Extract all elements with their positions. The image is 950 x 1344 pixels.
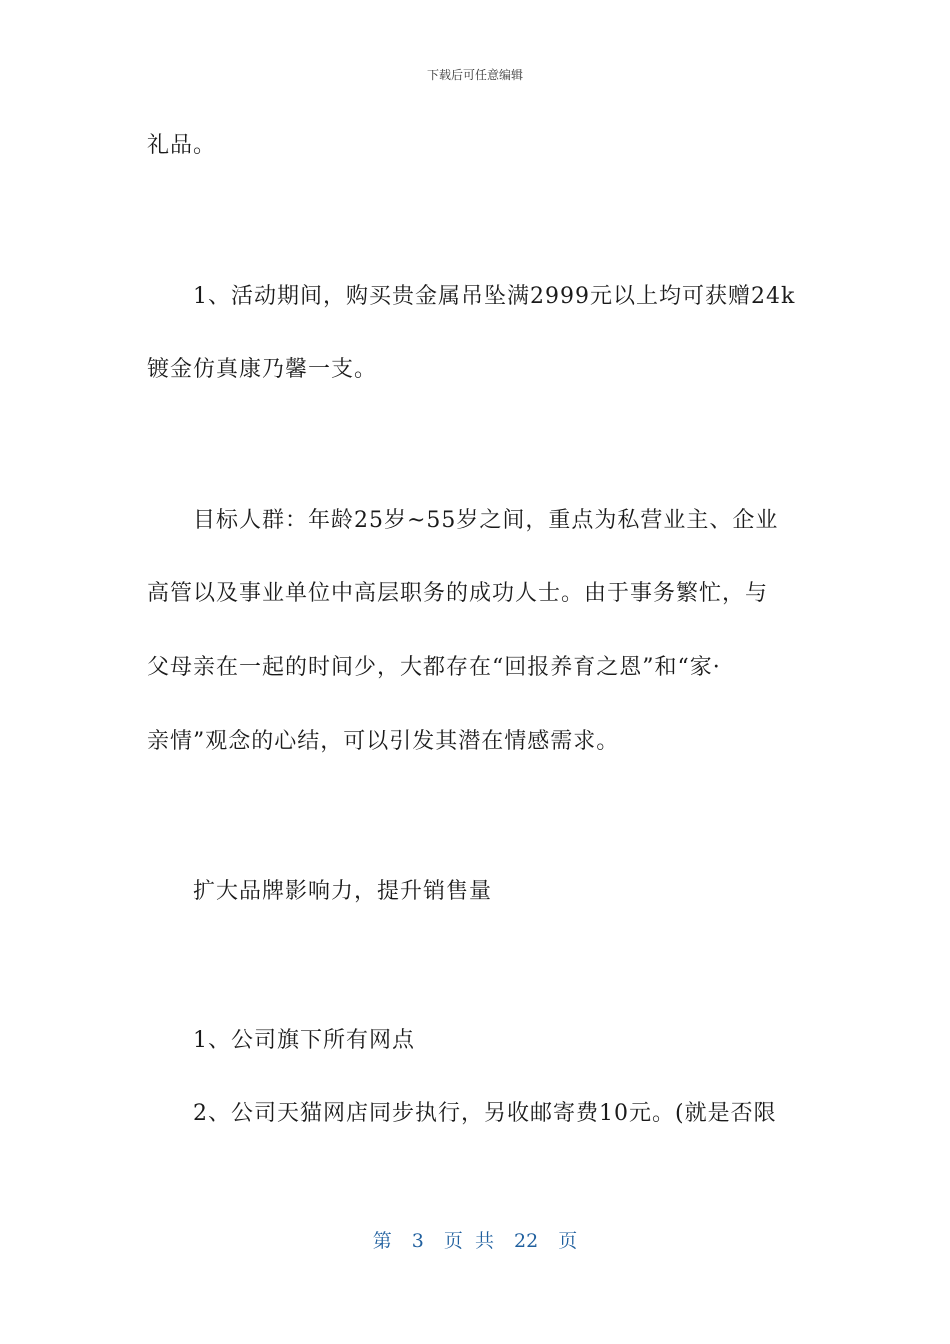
text-line: 2、公司天猫网店同步执行，另收邮寄费10元。(就是否限	[193, 1101, 777, 1126]
text-line: 亲情”观念的心结，可以引发其潜在情感需求。	[147, 729, 620, 754]
footer-prefix: 第	[372, 1230, 392, 1252]
footer-middle: 页 共	[443, 1230, 494, 1252]
text-line: 1、活动期间，购买贵金属吊坠满2999元以上均可获赠24k	[193, 284, 796, 309]
page-footer	[0, 1226, 950, 1253]
footer-suffix: 页	[558, 1230, 578, 1252]
page-header: 下载后可任意编辑	[426, 68, 523, 82]
current-page-number: 3	[411, 1230, 424, 1252]
text-line: 父母亲在一起的时间少，大都存在“回报养育之恩”和“家·	[147, 655, 721, 680]
text-line: 目标人群：年龄25岁~55岁之间，重点为私营业主、企业	[193, 508, 779, 533]
text-line: 礼品。	[147, 133, 217, 158]
text-line: 高管以及事业单位中高层职务的成功人士。由于事务繁忙，与	[147, 581, 769, 606]
text-line: 扩大品牌影响力，提升销售量	[193, 879, 493, 904]
total-page-number: 22	[514, 1230, 539, 1252]
text-line: 镀金仿真康乃馨一支。	[147, 357, 378, 382]
text-line: 1、公司旗下所有网点	[193, 1028, 415, 1053]
